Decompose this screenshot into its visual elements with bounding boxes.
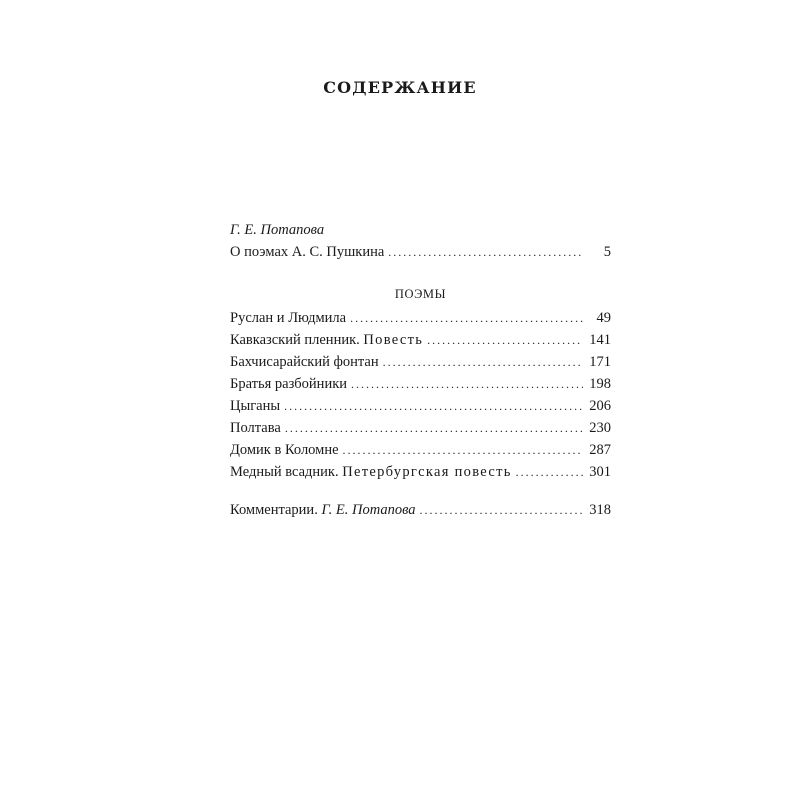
toc-entry-commentary[interactable] [230,499,611,521]
toc-entry[interactable] [230,307,611,329]
toc-entry-label-spaced: Повесть [363,332,424,348]
dot-leader [420,499,583,521]
dot-leader [427,329,583,351]
dot-leader [388,241,583,263]
toc-entry-label: Цыганы [230,398,281,414]
dot-leader [516,461,583,483]
toc-entry-page: 171 [589,354,611,370]
toc-entry-label [230,461,512,483]
toc-entry-label: О поэмах А. С. Пушкина [230,244,385,260]
toc-entry-label: Домик в Коломне [230,442,339,458]
toc-entry-page: 318 [589,502,611,518]
page-title: СОДЕРЖАНИЕ [323,78,477,97]
toc-entry[interactable] [230,373,611,395]
section-heading: ПОЭМЫ [394,287,447,301]
toc-entry-label: Руслан и Людмила [230,310,347,326]
toc-entry-label [230,499,416,521]
toc-entry[interactable] [230,395,611,417]
toc-entry-page: 301 [589,464,611,480]
toc-entry[interactable] [230,417,611,439]
table-of-contents [230,219,611,521]
intro-author: Г. Е. Потапова [230,222,325,238]
spacer [230,483,611,499]
dot-leader [343,439,583,461]
toc-entry[interactable] [230,351,611,373]
toc-entry-label-main: Кавказский пленник. [230,332,360,348]
dot-leader [284,395,583,417]
commentary-label: Комментарии. [230,502,318,518]
toc-entry-page: 287 [589,442,611,458]
toc-entry-page: 5 [603,244,611,260]
dot-leader [285,417,583,439]
dot-leader [350,307,583,329]
toc-entry-label: Полтава [230,420,281,436]
toc-entry[interactable] [230,329,611,351]
toc-entry-label: Бахчисарайский фонтан [230,354,379,370]
toc-entry-label: Братья разбойники [230,376,348,392]
commentary-author: Г. Е. Потапова [321,502,416,518]
toc-entry[interactable] [230,461,611,483]
toc-entry-page: 206 [589,398,611,414]
toc-entry[interactable] [230,439,611,461]
dot-leader [351,373,583,395]
dot-leader [383,351,583,373]
toc-entry-label-main: Медный всадник. [230,464,339,480]
toc-entry-label [230,329,423,351]
toc-entry-page: 198 [589,376,611,392]
toc-entry-intro[interactable] [230,241,611,263]
toc-entry-label-spaced: Петербургская повесть [342,464,512,480]
toc-entry-page: 49 [596,310,611,326]
toc-entry-page: 141 [589,332,611,348]
toc-entry-page: 230 [589,420,611,436]
